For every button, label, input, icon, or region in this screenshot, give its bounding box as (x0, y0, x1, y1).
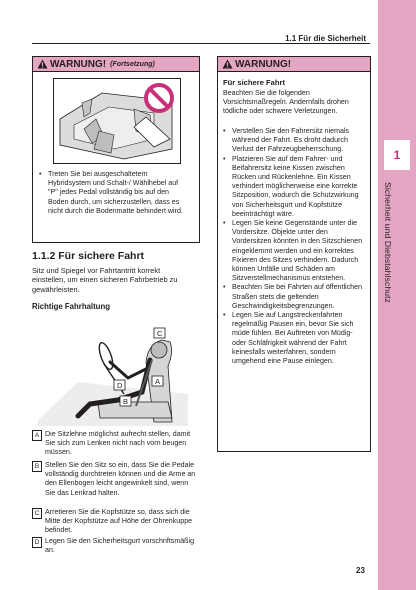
warning-continued-text: Treten Sie bei ausgeschaltetem Hybridsystem und Schalt-/ Wählhebel auf "P" jedes Pedal vollständig bis auf den Boden durch, um sicherzustellen, dass es nicht durch die Bodenmatte behindert wird. (48, 170, 183, 215)
svg-text:D: D (117, 381, 123, 390)
pedal-illustration (53, 78, 181, 164)
warning-bullet: • Platzieren Sie auf dem Fahrer- und Beifahrersitz keine Kissen zwischen Rücken und Rückenlehne. Ein Kissen verhindert möglicherweise eine korrekte Sitzposition, wodurch die Schutzwirkung von Sicherheitsgurt und Kopfstütze beeinträchtigt wäre. (223, 154, 359, 218)
posture-item-a (32, 430, 196, 458)
warning-bullet: • Beachten Sie bei Fahrten auf öffentlichen Straßen stets die geltenden Geschwindigkeitsbegrenzungen. (223, 283, 363, 310)
warning-header (33, 57, 199, 72)
posture-item-c (32, 508, 196, 536)
section-heading: 1.1.2 Für sichere Fahrt (32, 250, 145, 262)
warning-box-continued (32, 56, 200, 243)
item-text: Arretieren Sie die Kopfstütze so, dass sich die Mitte der Kopfstütze auf Höhe der Ohrenkuppe befindet. (45, 508, 193, 535)
driving-posture-illustration (38, 322, 198, 426)
warning-triangle-icon (222, 59, 233, 69)
svg-text:C: C (157, 329, 163, 338)
item-letter: D (32, 537, 42, 548)
warning-bullet: • Legen Sie auf Langstreckenfahrten regelmäßig Pausen ein, bevor Sie sich müde fühlen. Bei Auftreten von Müdig- oder Schläfrigkeit während der Fahrt keinesfalls weiterfahren, sondern umgehend eine Pause einlegen. (223, 311, 354, 366)
warning-continued-bullet: • Treten Sie bei ausgeschaltetem Hybridsystem und Schalt-/ Wählhebel auf "P" jedes Pedal vollständig bis auf den Boden durch, um sicherzustellen, dass es nicht durch die Bodenmatte behindert wird. (39, 170, 189, 216)
warning-bullet: • Verstellen Sie den Fahrersitz niemals während der Fahrt. Es droht dadurch Verlust der Fahrzeugbeherrschung. (223, 127, 350, 154)
warning-triangle-icon (37, 59, 48, 69)
posture-item-b (32, 461, 196, 498)
section-intro: Sitz und Spiegel vor Fahrtantritt korrekt einstellen, um einen sicheren Fahrbetrieb zu gewährleisten. (32, 266, 178, 294)
chapter-title: Sicherheit und Diebstahlschutz (383, 182, 393, 303)
posture-heading: Richtige Fahrhaltung (32, 302, 110, 311)
posture-item-d (32, 537, 196, 555)
warning-bullet-list (223, 127, 365, 366)
chapter-number: 1 (384, 140, 410, 170)
warning-heading: Für sichere Fahrt (223, 78, 286, 87)
header-rule (32, 43, 370, 44)
svg-text:A: A (155, 377, 161, 386)
item-text: Legen Sie den Sicherheitsgurt vorschriftsmäßig an. (45, 537, 195, 555)
warning-subtitle: (Fortsetzung) (110, 60, 155, 68)
section-header: 1.1 Für die Sicherheit (285, 34, 366, 43)
warning-title: WARNUNG! (50, 58, 107, 70)
item-letter: A (32, 430, 42, 441)
warning-box-safe-driving (217, 56, 371, 452)
svg-text:B: B (123, 397, 129, 406)
item-letter: B (32, 461, 42, 472)
item-text: Die Sitzlehne möglichst aufrecht stellen, damit Sie sich zum Lenken nicht nach vorn beugen müssen. (45, 430, 191, 457)
warning-header (218, 57, 370, 72)
warning-bullet: • Legen Sie keine Gegenstände unter die Vordersitze. Objekte unter den Vordersitzen könnten in den Sitzschienen eingeklemmt werden und ein korrektes Fixieren des Sitzes verhindern. Dadurch können Unfälle und Schäden am Sitzverstellmechanismus entstehen. (223, 219, 363, 283)
page-number: 23 (356, 566, 365, 575)
warning-title: WARNUNG! (235, 58, 292, 70)
warning-intro: Beachten Sie die folgenden Vorsichtsmaßregeln. Andernfalls drohen tödliche oder schwere Verletzungen. (223, 89, 349, 116)
item-text: Stellen Sie den Sitz so ein, dass Sie die Pedale vollständig durchtreten können und die Arme an den Ellenbogen leicht angewinkelt sind, wenn Sie das Lenkrad halten. (45, 461, 196, 497)
prohibited-icon (142, 81, 176, 120)
item-letter: C (32, 508, 42, 519)
